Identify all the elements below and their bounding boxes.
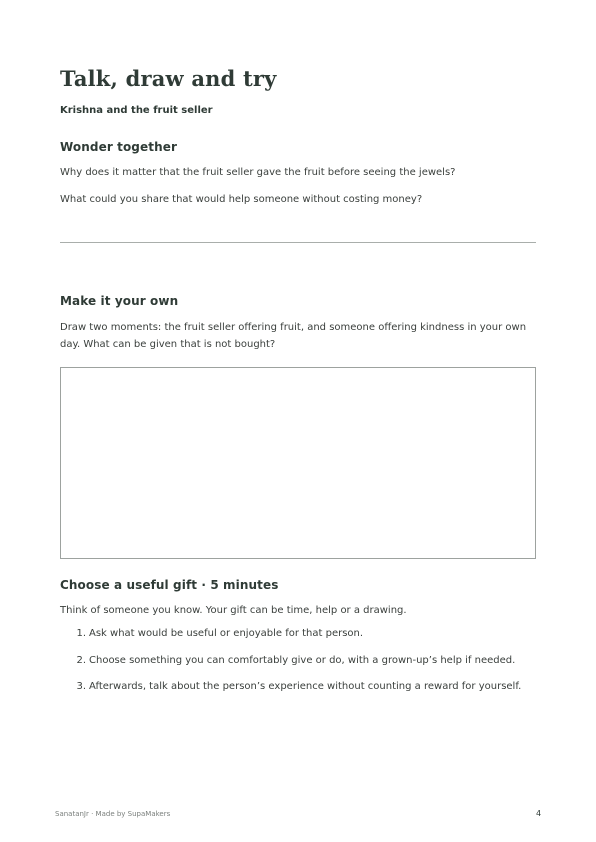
- gift-steps-list: [60, 628, 540, 708]
- step-text: Afterwards, talk about the person’s experience without counting a reward for yourself.: [89, 681, 522, 692]
- wonder-question-2: What could you share that would help someone without costing money?: [60, 194, 423, 205]
- list-item: [60, 681, 540, 708]
- step-number: 3.: [76, 681, 86, 692]
- drawing-area[interactable]: [60, 367, 536, 559]
- wonder-heading: Wonder together: [60, 140, 177, 154]
- step-number: 1.: [76, 628, 86, 639]
- list-item: [60, 655, 540, 682]
- gift-heading: Choose a useful gift · 5 minutes: [60, 578, 279, 592]
- list-item: [60, 628, 540, 655]
- page-number: 4: [536, 809, 542, 818]
- make-it-your-own-heading: Make it your own: [60, 294, 179, 308]
- page-title: Talk, draw and try: [60, 66, 277, 91]
- step-text: Ask what would be useful or enjoyable for that person.: [89, 628, 364, 639]
- drawing-instructions: Draw two moments: the fruit seller offering fruit, and someone offering kindness in your own day. What can be given that is not bought?: [60, 322, 527, 350]
- wonder-question-1: Why does it matter that the fruit seller gave the fruit before seeing the jewels?: [60, 167, 456, 178]
- footer-credit: SanatanJr · Made by SupaMakers: [55, 810, 171, 818]
- story-subtitle: Krishna and the fruit seller: [60, 105, 213, 116]
- gift-intro: Think of someone you know. Your gift can be time, help or a drawing.: [60, 605, 407, 616]
- step-text: Choose something you can comfortably give or do, with a grown-up’s help if needed.: [89, 654, 516, 666]
- section-divider: [60, 242, 536, 243]
- step-number: 2.: [76, 654, 86, 666]
